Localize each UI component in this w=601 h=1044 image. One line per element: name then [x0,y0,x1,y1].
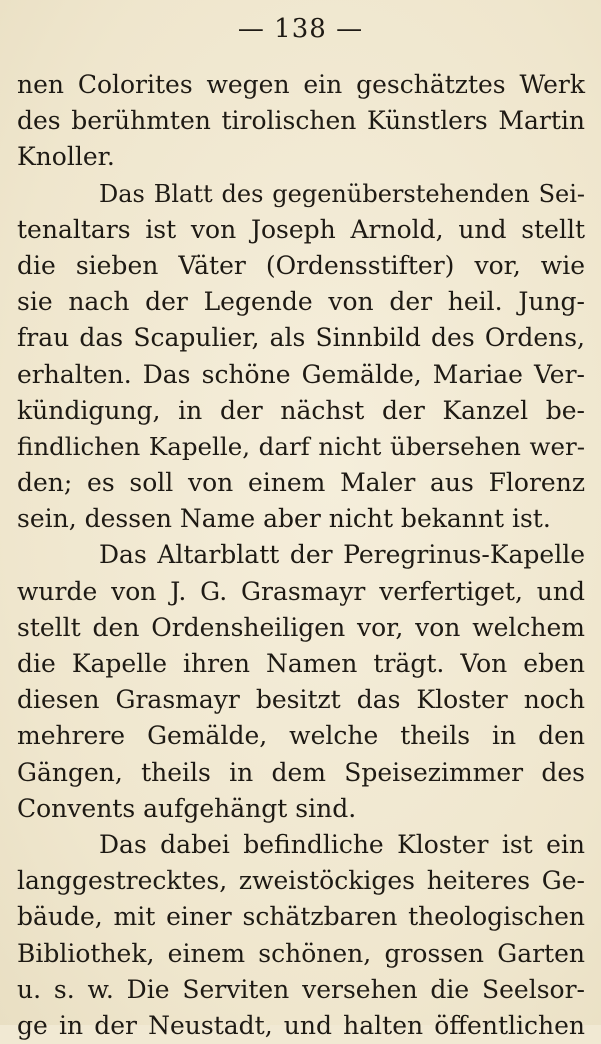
text-line: sein, dessen Name aber nicht bekannt ist. [17,504,551,534]
text-line: sie nach der Legende von der heil. Jung- [17,287,585,317]
text-line: Convents aufgehängt sind. [17,793,357,823]
text-line: die sieben Väter (Ordensstifter) vor, wie [17,250,585,280]
text-line: Gängen, theils in dem Speisezimmer des [17,757,585,787]
text-line: langgestrecktes, zweistöckiges heiteres Ge- [17,866,585,896]
text-line: Das dabei befindliche Kloster ist ein [99,829,585,859]
text-line: des berühmten tirolischen Künstlers Martin [17,106,585,136]
text-line: tenaltars ist von Joseph Arnold, und stellt [17,214,585,244]
text-line: findlichen Kapelle, darf nicht übersehen wer- [17,431,585,461]
page-number: — 138 — [237,14,364,44]
text-line: diesen Grasmayr besitzt das Kloster noch [17,685,585,715]
text-line: Das Blatt des gegenüberstehenden Sei- [99,179,585,208]
text-line: bäude, mit einer schätzbaren theologischen [17,902,585,932]
text-line: die Kapelle ihren Namen trägt. Von eben [17,649,585,678]
text-line: kündigung, in der nächst der Kanzel be- [17,395,585,425]
text-line: mehrere Gemälde, welche theils in den [17,721,585,751]
text-line: Bibliothek, einem schönen, grossen Garten [17,938,585,968]
text-line: Knoller. [17,142,115,172]
text-line: wurde von J. G. Grasmayr verfertiget, und [17,576,585,606]
text-line: ge in der Neustadt, und halten öffentlichen [17,1010,585,1040]
text-line: nen Colorites wegen ein geschätztes Werk [17,70,585,99]
text-line: Das Altarblatt der Peregrinus-Kapelle [99,540,585,570]
text-line: stellt den Ordensheiligen vor, von welchem [17,612,585,642]
text-line: u. s. w. Die Serviten versehen die Seelsor- [17,974,585,1004]
text-line: den; es soll von einem Maler aus Florenz [17,468,585,498]
text-line: frau das Scapulier, als Sinnbild des Ordens, [17,323,585,353]
text-line: erhalten. Das schöne Gemälde, Mariae Ver- [17,359,585,389]
body-text [17,67,585,1044]
